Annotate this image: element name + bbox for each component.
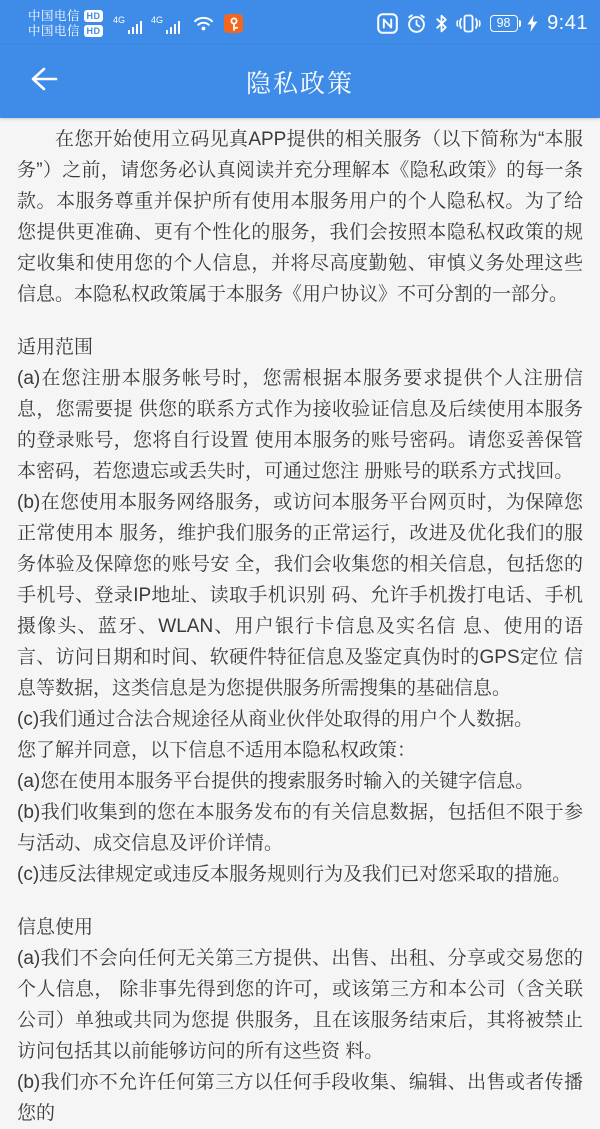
status-bar-right <box>373 12 588 35</box>
page-title: 隐私政策 <box>245 69 354 98</box>
policy-paragraph: (b)我们亦不允许任何第三方以任何手段收集、编辑、出售或者传播您的 <box>17 1072 583 1124</box>
hd-badge-icon: HD <box>84 10 103 22</box>
policy-paragraph: (a)您在使用本服务平台提供的搜索服务时输入的关键字信息。 <box>17 771 535 792</box>
hd-badge-icon: HD <box>84 25 103 37</box>
policy-paragraph: (c)违反法律规定或违反本服务规则行为及我们已对您采取的措施。 <box>17 864 572 885</box>
network-type-label: 4G <box>151 14 164 25</box>
policy-paragraph: (c)我们通过合法合规途径从商业伙伴处取得的用户个人数据。 <box>17 709 534 730</box>
carrier-block <box>28 9 103 39</box>
policy-section-heading-information-use: 信息使用 <box>17 917 94 938</box>
status-bar-left <box>28 9 243 39</box>
back-button[interactable] <box>18 45 70 118</box>
carrier-name-2: 中国电信 <box>28 23 81 38</box>
back-arrow-icon <box>27 64 61 99</box>
vibrate-icon <box>456 14 481 33</box>
network-type-label: 4G <box>113 14 126 25</box>
signal-bars-icon <box>164 21 180 34</box>
clock-time: 9:41 <box>547 12 588 34</box>
signal-bars-icon <box>126 21 142 34</box>
privacy-policy-content[interactable] <box>0 118 600 1129</box>
carrier-row-2 <box>28 24 103 39</box>
policy-paragraph: 您了解并同意，以下信息不适用本隐私权政策： <box>17 740 417 761</box>
policy-paragraph: (a)在您注册本服务帐号时，您需根据本服务要求提供个人注册信息，您需要提 供您的联系方式作为接收验证信息及后续使用本服务的登录账号，您将自行设置 使用本服务的账号密码。请您妥善保管本密码，若您遗忘或丢失时，可通过您注 册账号的联系方式找回。 <box>17 368 583 482</box>
charging-bolt-icon <box>527 15 538 32</box>
nfc-icon <box>377 13 398 34</box>
bluetooth-icon <box>435 14 448 33</box>
policy-section-heading-scope: 适用范围 <box>17 337 94 358</box>
key-app-icon <box>224 14 243 33</box>
carrier-row-1 <box>28 9 103 24</box>
battery-nub <box>519 20 522 27</box>
policy-paragraph: (b)在您使用本服务网络服务，或访问本服务平台网页时，为保障您正常使用本 服务，维护我们服务的正常运行，改进及优化我们的服务体验及保障您的账号安 全，我们会收集您的相关信息，包括您的手机号、登录IP地址、读取手机识别 码、允许手机拨打电话、手机摄像头、蓝牙、WLAN、用户银行卡信息及实名信 息、使用的语言、访问日期和时间、软硬件特征信息及鉴定真伪时的GPS定位 信息等数据，这类信息是为您提供服务所需搜集的基础信息。 <box>17 492 583 699</box>
policy-paragraph: 在您开始使用立码见真APP提供的相关服务（以下简称为“本服务”）之前，请您务必认真阅读并充分理解本《隐私政策》的每一条款。本服务尊重并保护所有使用本服务用户的个人隐私权。为了给您提供更准确、更有个性化的服务，我们会按照本隐私权政策的规定收集和使用您的个人信息，并将尽高度勤勉、审慎义务处理这些信息。本隐私权政策属于本服务《用户协议》不可分割的一部分。 <box>17 129 583 305</box>
policy-paragraph: (a)我们不会向任何无关第三方提供、出售、出租、分享或交易您的个人信息， 除非事先得到您的许可，或该第三方和本公司（含关联公司）单独或共同为您提 供服务，且在该服务结束后，其将被禁止访问包括其以前能够访问的所有这些资 料。 <box>17 948 583 1062</box>
policy-paragraph: (b)我们收集到的您在本服务发布的有关信息数据，包括但不限于参与活动、成交信息及评价详情。 <box>17 802 583 854</box>
status-bar <box>0 0 600 45</box>
app-header <box>0 45 600 118</box>
carrier-name-1: 中国电信 <box>28 8 81 23</box>
battery-icon <box>490 15 522 32</box>
wifi-icon <box>193 15 214 32</box>
alarm-clock-icon <box>406 13 427 34</box>
battery-percent: 98 <box>490 15 518 32</box>
signal-strength-icon-2 <box>151 14 180 34</box>
signal-strength-icon <box>113 14 142 34</box>
